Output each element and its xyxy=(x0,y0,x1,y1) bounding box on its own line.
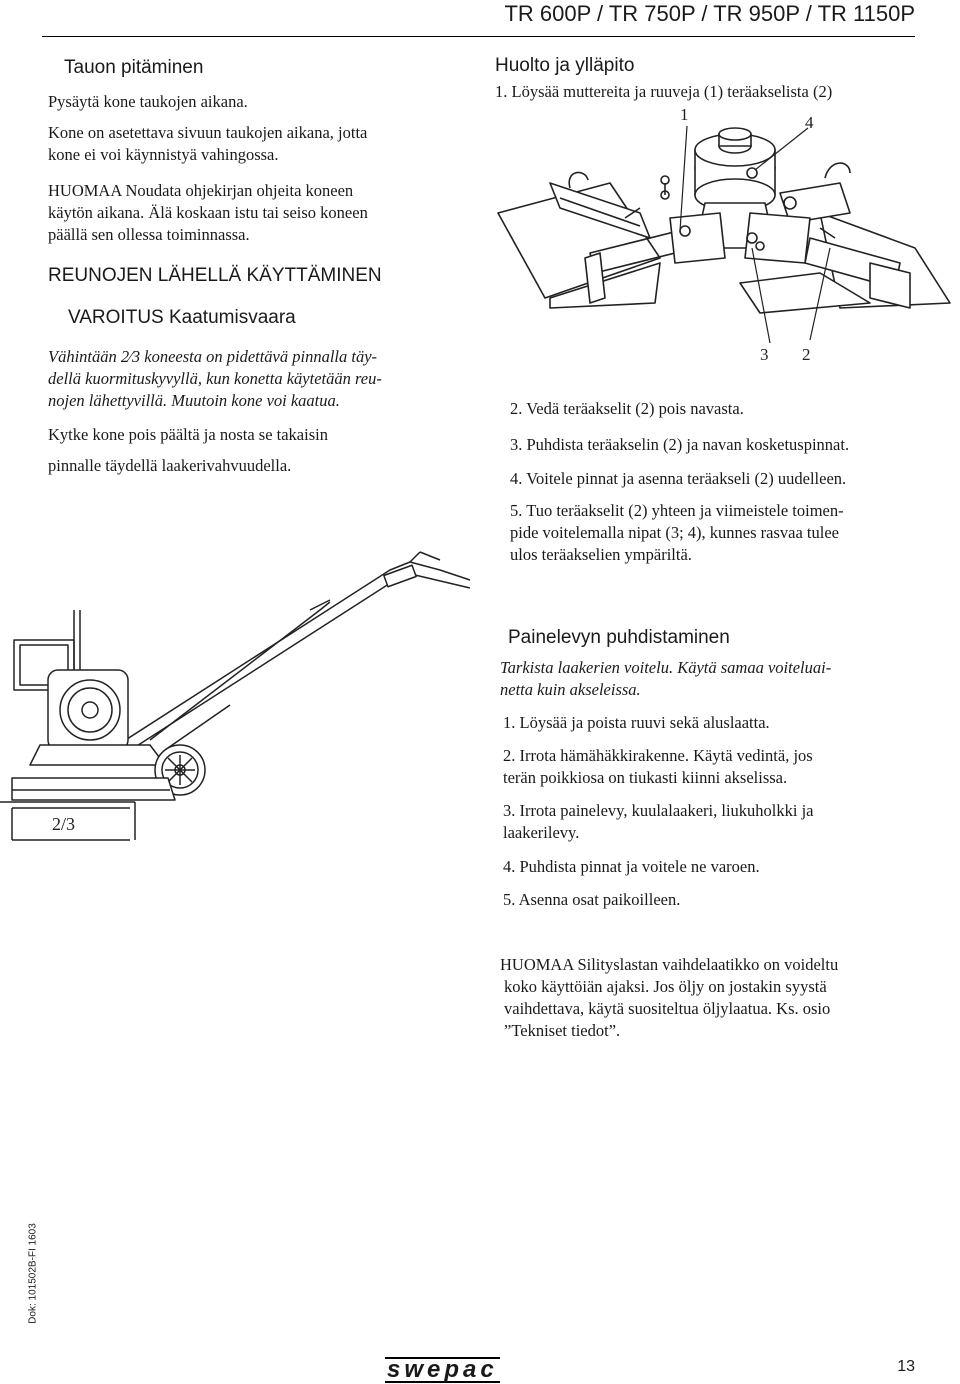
page-number: 13 xyxy=(897,1358,915,1375)
text-line: vaihdettava, käytä suositeltua öljylaatua. Ks. osio xyxy=(504,999,831,1018)
text-line: Kone on asetettava sivuun taukojen aikana, jotta xyxy=(48,123,368,142)
text-line: laakerilevy. xyxy=(503,823,580,842)
callout-4: 4 xyxy=(805,113,814,132)
maintenance-step-4: 4. Voitele pinnat ja asenna teräakseli (2) uudelleen. xyxy=(510,469,847,488)
text-line: netta kuin akseleissa. xyxy=(500,680,641,699)
text-line: pide voitelemalla nipat (3; 4), kunnes rasvaa tulee xyxy=(510,523,839,542)
break-paragraph-1: Pysäytä kone taukojen aikana. xyxy=(48,92,248,111)
maintenance-heading: Huolto ja ylläpito xyxy=(495,55,635,76)
gearbox-note xyxy=(500,954,838,1042)
maintenance-step-3: 3. Puhdista teräakselin (2) ja navan kosketuspinnat. xyxy=(510,435,850,454)
lift-instruction-1: Kytke kone pois päältä ja nosta se takaisin xyxy=(48,425,328,444)
plate-step-4: 4. Puhdista pinnat ja voitele ne varoen. xyxy=(503,857,760,876)
plate-step-1: 1. Löysää ja poista ruuvi sekä aluslaatta. xyxy=(503,713,770,732)
text-line: ”Tekniset tiedot”. xyxy=(504,1021,621,1040)
callout-1: 1 xyxy=(680,105,689,124)
text-line: käytön aikana. Älä koskaan istu tai seiso koneen xyxy=(48,203,368,222)
machine-edge-illustration xyxy=(0,540,500,850)
two-thirds-label: 2/3 xyxy=(52,814,76,834)
page-header-title: TR 600P / TR 750P / TR 950P / TR 1150P xyxy=(504,1,915,26)
plate-intro xyxy=(500,657,831,701)
blade-arm-illustration xyxy=(490,98,960,378)
break-heading: Tauon pitäminen xyxy=(64,57,204,78)
operation-note xyxy=(48,180,368,246)
plate-step-5: 5. Asenna osat paikoilleen. xyxy=(503,890,681,909)
text-line: koko käyttöiän ajaksi. Jos öljy on jostakin syystä xyxy=(504,977,827,996)
plate-cleaning-heading: Painelevyn puhdistaminen xyxy=(508,627,730,648)
text-line: dellä kuormituskyvyllä, kun konetta käytetään reu- xyxy=(48,369,382,388)
text-line: Tarkista laakerien voitelu. Käytä samaa voiteluai- xyxy=(500,658,832,677)
text-line: 5. Tuo teräakselit (2) yhteen ja viimeistele toimen- xyxy=(510,501,844,520)
text-line: ulos teräakselien ympäriltä. xyxy=(510,545,692,564)
header-divider xyxy=(42,36,915,37)
break-paragraph-2 xyxy=(48,122,367,166)
warning-heading: VAROITUS Kaatumisvaara xyxy=(68,307,296,328)
text-line: kone ei voi käynnistyä vahingossa. xyxy=(48,145,279,164)
text-line: Vähintään 2⁄3 koneesta on pidettävä pinnalla täy- xyxy=(48,347,378,366)
text-line: terän poikkiosa on tiukasti kiinni akselissa. xyxy=(503,768,788,787)
maintenance-step-1: 1. Löysää muttereita ja ruuveja (1) teräakselista (2) xyxy=(495,82,833,101)
callout-3: 3 xyxy=(760,345,769,364)
warning-text xyxy=(48,346,382,412)
maintenance-step-2: 2. Vedä teräakselit (2) pois navasta. xyxy=(510,399,744,418)
text-line: nojen lähettyvillä. Muutoin kone voi kaatua. xyxy=(48,391,340,410)
lift-instruction-2: pinnalle täydellä laakerivahvuudella. xyxy=(48,456,292,475)
plate-step-2 xyxy=(503,745,813,789)
text-line: HUOMAA Noudata ohjekirjan ohjeita koneen xyxy=(48,181,354,200)
text-line: päällä sen ollessa toiminnassa. xyxy=(48,225,250,244)
brand-logo: swepac xyxy=(387,1356,498,1383)
text-line: 3. Irrota painelevy, kuulalaakeri, liukuholkki ja xyxy=(503,801,814,820)
document-code: Dok: 101502B-FI 1603 xyxy=(27,1223,39,1324)
callout-2: 2 xyxy=(802,345,811,364)
plate-step-3 xyxy=(503,800,814,844)
text-line: 2. Irrota hämähäkkirakenne. Käytä vedintä, jos xyxy=(503,746,813,765)
maintenance-step-5 xyxy=(510,500,844,566)
edge-operation-heading: REUNOJEN LÄHELLÄ KÄYTTÄMINEN xyxy=(48,265,382,286)
text-line: HUOMAA Silityslastan vaihdelaatikko on voideltu xyxy=(500,955,839,974)
